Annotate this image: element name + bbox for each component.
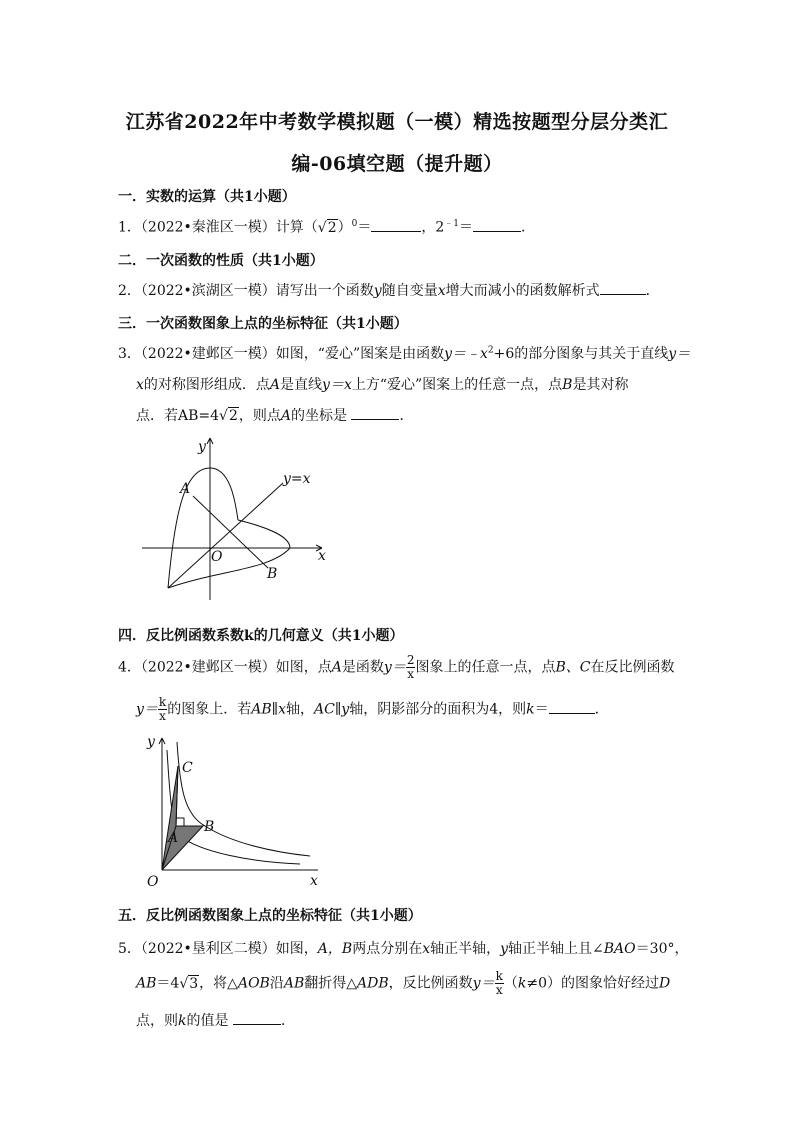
q5-l2d: 翻折得△: [304, 975, 358, 992]
fraction-k-over-x: [495, 970, 504, 997]
fig3-label-o: O: [211, 549, 223, 565]
section-heading-3: 三．一次函数图象上点的坐标特征（共1小题）: [118, 316, 408, 332]
fig3-label-b: B: [267, 566, 278, 582]
fig4-label-o: O: [147, 874, 159, 890]
answer-blank-4[interactable]: [549, 701, 595, 714]
q4-l2y: y＝: [136, 701, 158, 718]
q4-l2e: 轴，阴影部分的面积为4，则: [349, 701, 527, 718]
fig3-label-y: y: [198, 439, 206, 455]
q1-sep: ，2: [421, 219, 445, 236]
q5-radicand: 3: [189, 975, 199, 992]
q3-l2b: 是直线: [280, 377, 323, 393]
q5-l2ADB: ADB: [357, 975, 389, 992]
q4-l1d: 在反比例函数: [590, 659, 675, 676]
q4-l1BC: B、C: [555, 659, 591, 676]
q3-l1b: +6的部分图象与其关于直线: [493, 346, 669, 362]
q5-l2AB2: AB: [283, 975, 305, 992]
q3-l1a: 3．（2022•建邺区一模）如图，“爱心”图案是由函数: [118, 346, 445, 362]
q4-l1y: y＝: [383, 659, 406, 676]
q3-l2B: B: [562, 377, 573, 393]
q4-l2y2: y: [341, 701, 350, 718]
question-3-line-2: [136, 374, 628, 394]
page-title-line-1: 江苏省2022年中考数学模拟题（一模）精选按题型分层分类汇: [125, 111, 669, 133]
figure-inverse-curves: [140, 728, 325, 890]
figure-heart: [135, 432, 345, 607]
q5-l3k: k: [178, 1013, 187, 1029]
q5-l3b: 的值是: [186, 1013, 229, 1029]
q3-l3b: ，则点: [238, 408, 281, 424]
question-4-line-2: [136, 696, 609, 723]
fraction-k-over-x: [158, 696, 167, 723]
q5-l1b: 两点分别在: [352, 941, 423, 957]
q1-prefix: 1．（2022•秦淮区一模）计算（: [118, 219, 318, 236]
q3-function: y＝﹣x: [444, 346, 488, 362]
q5-l2c: 沿: [269, 975, 284, 992]
q2-rest: 增大而减小的函数解析式: [445, 283, 600, 299]
q5-l2a: ＝4: [156, 975, 180, 992]
q5-l2g: ≠0）的图象恰好经过: [526, 975, 659, 992]
q4-l2b: ∥: [271, 701, 279, 718]
q5-end: ．: [280, 1013, 295, 1029]
page-title-line-2: 编-06填空题（提升题）: [291, 153, 503, 175]
section-heading-5: 五．反比例函数图象上点的坐标特征（共1小题）: [118, 908, 422, 924]
frac-num: k: [158, 695, 167, 709]
section-heading-4: 四．反比例函数系数k的几何意义（共1小题）: [118, 628, 404, 644]
q4-l2d: ∥: [334, 701, 342, 718]
q5-l3a: 点，则: [136, 1013, 178, 1029]
question-3-line-1: [118, 343, 690, 363]
q1-radicand: 2: [327, 219, 337, 236]
fig3-label-line: y=x: [283, 471, 311, 487]
q5-l1AB: A，B: [317, 941, 353, 957]
q4-l1a: 4．（2022•建邺区一模）如图，点: [118, 659, 332, 676]
q4-end: ．: [594, 701, 609, 718]
q2-y: y: [373, 283, 382, 299]
fig4-label-x: x: [310, 873, 318, 889]
q5-l2AB: AB: [136, 975, 157, 992]
answer-blank-2[interactable]: [600, 282, 646, 295]
fig4-label-c: C: [182, 760, 193, 776]
q3-l2A: A: [269, 377, 281, 393]
question-5-line-1: [118, 938, 688, 958]
q5-l1c: 轴正半轴，: [430, 941, 501, 957]
section-heading-1: 一．实数的运算（共1小题）: [118, 189, 296, 205]
q3-l3c: 的坐标是: [291, 408, 348, 424]
question-1: [118, 216, 535, 237]
q2-mid: 随自变量: [381, 283, 438, 299]
q3-l2line: y＝x: [322, 377, 352, 393]
question-3-line-3: [136, 405, 413, 425]
fig3-line-y-eq-x: [168, 483, 283, 588]
q4-l1A: A: [331, 659, 342, 676]
frac-num: 2: [406, 653, 415, 667]
q1-equals-1: ＝: [357, 219, 372, 236]
q1-mid: ）: [337, 219, 352, 236]
question-5-line-3: [136, 1010, 295, 1030]
sqrt-symbol: √2: [219, 408, 238, 424]
q5-l1y: y: [500, 941, 509, 957]
q1-end: ．: [521, 219, 536, 236]
frac-num: k: [495, 969, 503, 983]
question-5-line-2: [136, 970, 670, 997]
q5-l1BAO: BAO: [603, 941, 636, 957]
q4-l2AB: AB: [251, 701, 272, 718]
q4-l2a: 的图象上．若: [167, 701, 252, 718]
q2-end: ．: [645, 283, 660, 299]
q5-l2k: k: [517, 975, 527, 992]
sqrt-symbol: √3: [179, 975, 199, 992]
q1-exponent-neg: ﹣1: [444, 219, 460, 229]
fig4-label-a: A: [168, 830, 179, 846]
q4-l2AC: AC: [313, 701, 335, 718]
fig3-parabola: [168, 468, 238, 588]
frac-den: x: [407, 667, 415, 681]
q4-l1b: 是函数: [341, 659, 384, 676]
q5-l1d: 轴正半轴上且∠: [508, 941, 604, 957]
answer-blank-1b[interactable]: [473, 219, 521, 232]
q5-l2e: ，反比例函数: [388, 975, 473, 992]
q4-l2c: 轴，: [285, 701, 314, 718]
fig3-label-a: A: [180, 481, 191, 497]
frac-den: x: [495, 983, 503, 997]
q3-end: ．: [399, 408, 414, 424]
q3-l1y: y＝: [668, 346, 691, 362]
frac-den: x: [159, 709, 166, 723]
answer-blank-3[interactable]: [351, 407, 399, 420]
answer-blank-1a[interactable]: [371, 219, 421, 232]
q3-l3A: A: [280, 408, 292, 424]
fig3-label-x: x: [318, 548, 326, 564]
q4-l2x: x: [278, 701, 286, 718]
sqrt-symbol: √2: [317, 219, 337, 236]
q4-l2f: ＝: [534, 701, 549, 718]
q3-l3a: 点．若AB=4: [136, 408, 220, 424]
q4-l1c: 图象上的任意一点，点: [415, 659, 556, 676]
q1-exponent-zero: 0: [351, 219, 358, 229]
q4-l2k: k: [526, 701, 535, 718]
q5-l2f: （: [503, 975, 518, 992]
q3-l2a: 的对称图形组成．点: [143, 377, 270, 393]
q5-l2b: ，将△: [199, 975, 238, 992]
q2-prefix: 2．（2022•滨湖区一模）请写出一个函数: [118, 283, 374, 299]
fig4-curve-outer: [177, 742, 310, 856]
question-4-line-1: [118, 654, 674, 681]
q3-l2d: 是其对称: [572, 377, 629, 393]
q5-l2AOB: AOB: [237, 975, 270, 992]
q3-radicand: 2: [228, 408, 238, 424]
q5-l1e: ＝30°，: [635, 941, 689, 957]
q3-l2x: x: [136, 377, 144, 393]
q3-exponent: 2: [487, 345, 494, 356]
question-2: [118, 280, 660, 300]
q5-l2y: y＝: [472, 975, 495, 992]
q5-l1a: 5．（2022•垦利区二模）如图，: [118, 941, 318, 957]
section-heading-2: 二．一次函数的性质（共1小题）: [118, 253, 324, 269]
q5-l1x: x: [422, 941, 431, 957]
answer-blank-5[interactable]: [233, 1012, 281, 1025]
fig4-label-b: B: [204, 819, 215, 835]
q3-l2c: 上方“爱心”图案上的任意一点，点: [351, 377, 563, 393]
fig4-right-angle-mark: [176, 818, 184, 826]
q5-l2D: D: [658, 975, 671, 992]
q2-x: x: [437, 283, 446, 299]
q1-equals-2: ＝: [459, 219, 474, 236]
fig4-label-y: y: [147, 734, 155, 750]
